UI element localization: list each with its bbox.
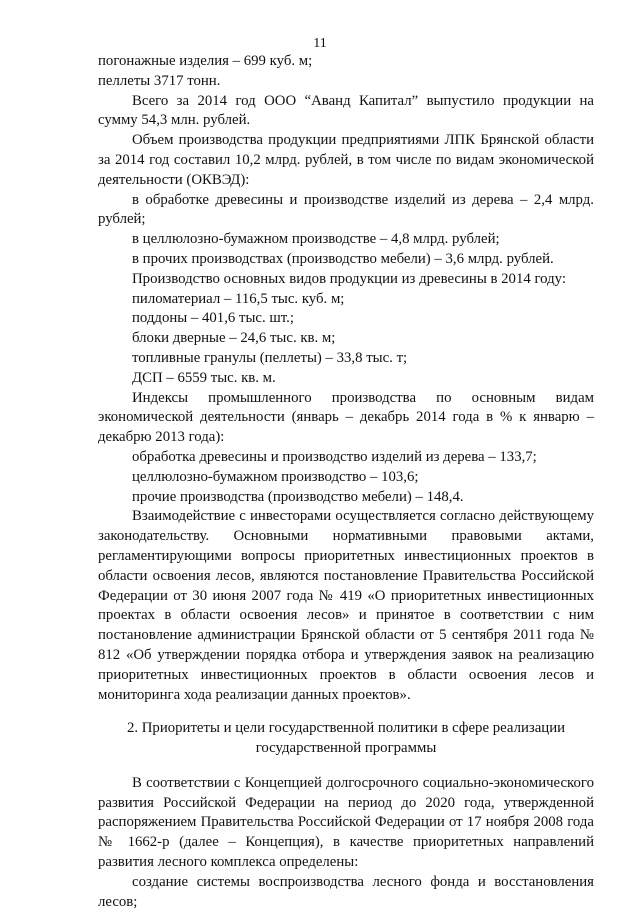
list-item: поддоны – 401,6 тыс. шт.; bbox=[132, 310, 294, 327]
list-item: пиломатериал – 116,5 тыс. куб. м; bbox=[132, 290, 345, 307]
list-item: погонажные изделия – 699 куб. м; bbox=[98, 53, 313, 69]
section-heading: 2. Приоритеты и цели государственной политики в сфере реализации государственной программы bbox=[126, 720, 566, 757]
page-number: 11 bbox=[313, 36, 327, 51]
paragraph: Всего за 2014 год ООО “Аванд Капитал” выпустило продукции на сумму 54,3 млн. рублей. bbox=[98, 92, 594, 129]
list-item: целлюлозно-бумажном производство – 103,6; bbox=[132, 468, 419, 485]
paragraph: В соответствии с Концепцией долгосрочного социально-экономического развития Российской Федерации на период до 2020 года, утвержденной распоряжением Правительства Российской Федерации от 17 ноября 2008 года № 1662-р (далее – Концепция), в качестве приоритетных направлений развития лесного комплекса определены: bbox=[98, 774, 594, 871]
paragraph: Индексы промышленного производства по основным видам экономической деятельности (январь – декабрь 2014 года в % к январю – декабрю 2013 года): bbox=[98, 389, 594, 446]
list-item: в прочих производствах (производство мебели) – 3,6 млрд. рублей. bbox=[132, 250, 554, 267]
list-item: блоки дверные – 24,6 тыс. кв. м; bbox=[132, 330, 336, 347]
list-item: в целлюлозно-бумажном производстве – 4,8 млрд. рублей; bbox=[132, 231, 500, 248]
list-item: обработка древесины и производство изделий из дерева – 133,7; bbox=[132, 448, 537, 465]
list-item: топливные гранулы (пеллеты) – 33,8 тыс. т; bbox=[132, 349, 408, 366]
paragraph: Объем производства продукции предприятиями ЛПК Брянской области за 2014 год составил 10,2 млрд. рублей, в том числе по видам экономической деятельности (ОКВЭД): bbox=[98, 132, 594, 188]
paragraph: Производство основных видов продукции из древесины в 2014 году: bbox=[132, 270, 566, 287]
list-item: ДСП – 6559 тыс. кв. м. bbox=[132, 369, 276, 386]
paragraph: Взаимодействие с инвесторами осуществляется согласно действующему законодательству. Основными нормативными правовыми актами, регламентирующими вопросы приоритетных инвестиционных проектов в области освоения лесов, являются постановление Правительства Российской Федерации от 30 июня 2007 года № 419 «О приоритетных инвестиционных проектах в области освоения лесов» и принятое в соответствии с ним постановление администрации Брянской области от 5 сентября 2011 года № 812 «Об утверждении порядка отбора и утверждения заявок на реализацию приоритетных инвестиционных проектов в области освоения лесов и мониторинга хода реализации данных проектов». bbox=[98, 508, 594, 703]
list-item: создание системы воспроизводства лесного фонда и восстановления лесов; bbox=[98, 873, 594, 910]
list-item: в обработке древесины и производстве изделий из дерева – 2,4 млрд. рублей; bbox=[98, 191, 594, 228]
document-body bbox=[98, 52, 594, 912]
list-item: пеллеты 3717 тонн. bbox=[98, 72, 221, 89]
list-item: прочие производства (производство мебели) – 148,4. bbox=[132, 488, 464, 505]
